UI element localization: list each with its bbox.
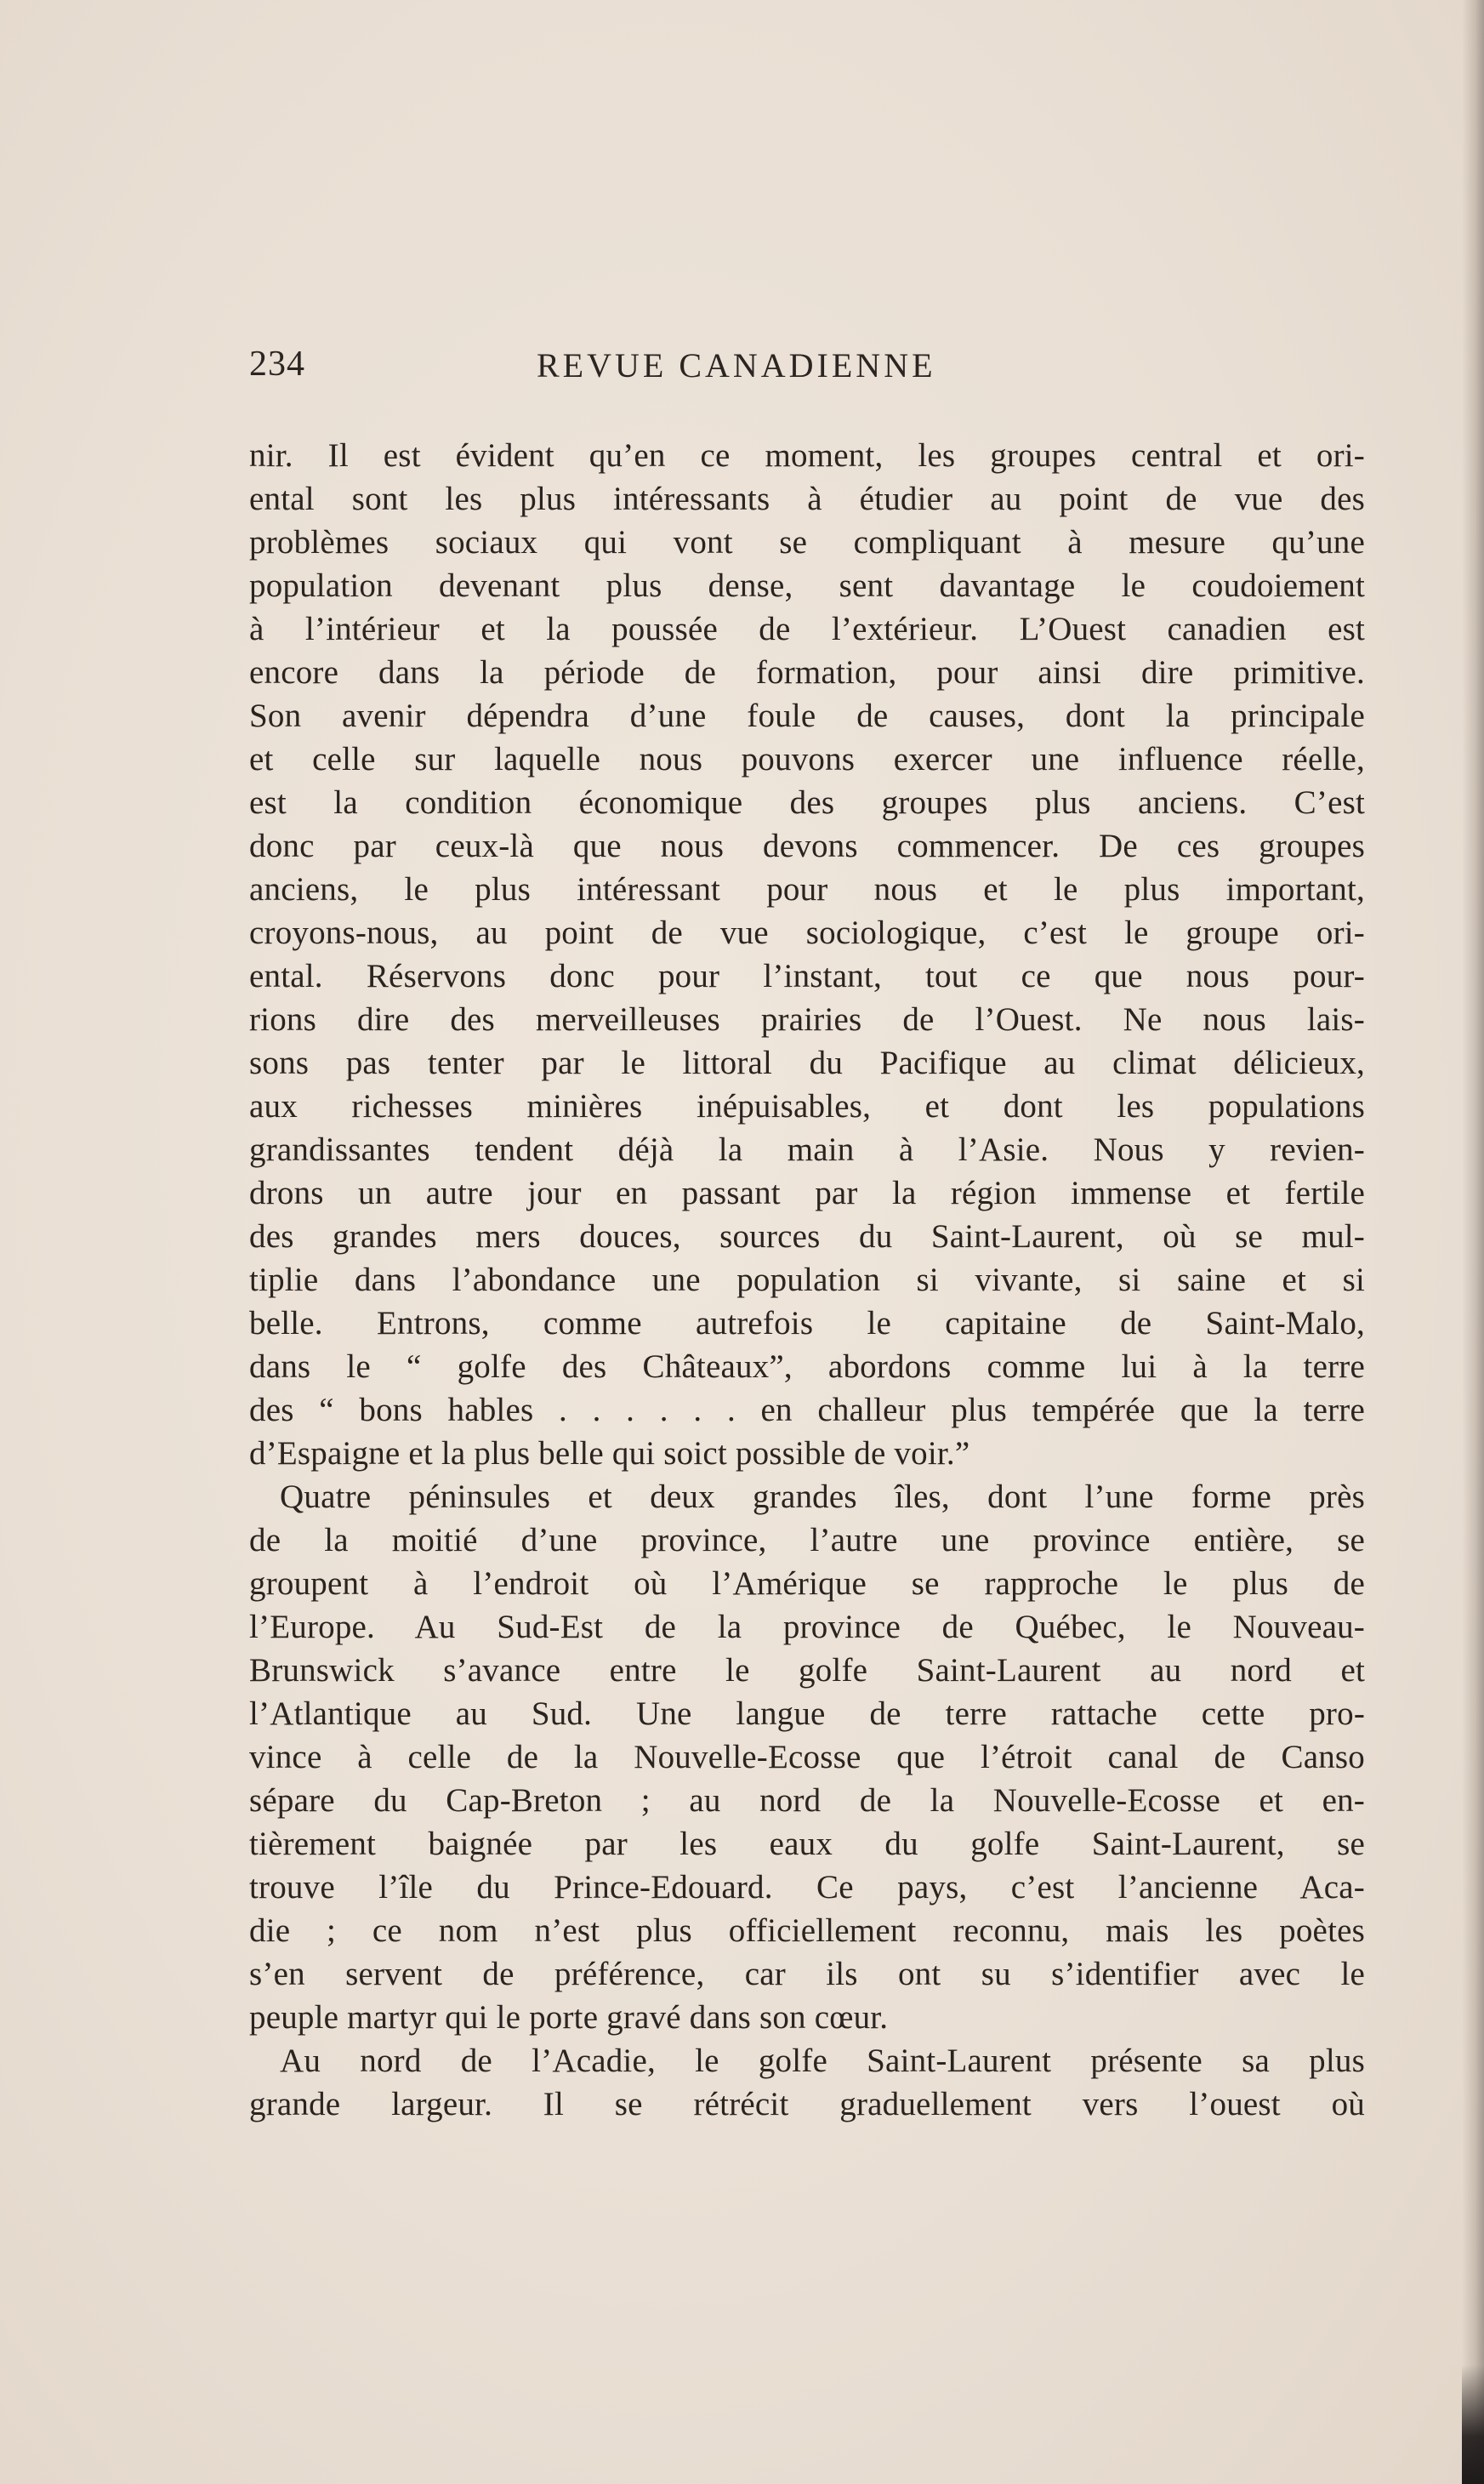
- text-line: est la condition économique des groupes plus anciens. C’est: [249, 784, 1365, 821]
- text-line: des “ bons hables . . . . . . en challeur plus tempérée que la terre: [249, 1392, 1365, 1428]
- text-line: sons pas tenter par le littoral du Pacifique au climat délicieux,: [249, 1045, 1365, 1081]
- page-number: 234: [249, 345, 305, 384]
- text-line: et celle sur laquelle nous pouvons exercer une influence réelle,: [249, 741, 1365, 778]
- text-line: ental sont les plus intéressants à étudier au point de vue des: [249, 481, 1365, 517]
- text-line: aux richesses minières inépuisables, et dont les populations: [249, 1088, 1365, 1125]
- text-line: Brunswick s’avance entre le golfe Saint-Laurent au nord et: [249, 1652, 1365, 1689]
- text-line: l’Europe. Au Sud-Est de la province de Québec, le Nouveau-: [249, 1609, 1365, 1645]
- text-line: Son avenir dépendra d’une foule de causes, dont la principale: [249, 698, 1365, 734]
- text-line: grandissantes tendent déjà la main à l’Asie. Nous y revien-: [249, 1131, 1365, 1168]
- text-line: de la moitié d’une province, l’autre une province entière, se: [249, 1522, 1365, 1558]
- text-line: à l’intérieur et la poussée de l’extérieur. L’Ouest canadien est: [249, 611, 1365, 647]
- body-text: [249, 434, 1365, 2126]
- text-line: d’Espaigne et la plus belle qui soict possible de voir.”: [249, 1435, 970, 1472]
- text-line: groupent à l’endroit où l’Amérique se rapproche le plus de: [249, 1565, 1365, 1602]
- text-line: dans le “ golfe des Châteaux”, abordons comme lui à la terre: [249, 1348, 1365, 1385]
- text-line: population devenant plus dense, sent davantage le coudoiement: [249, 567, 1365, 604]
- text-line: nir. Il est évident qu’en ce moment, les groupes central et ori-: [249, 437, 1365, 474]
- text-line: tièrement baignée par les eaux du golfe Saint-Laurent, se: [249, 1826, 1365, 1862]
- text-line: sépare du Cap-Breton ; au nord de la Nouvelle-Ecosse et en-: [249, 1782, 1365, 1819]
- text-line: croyons-nous, au point de vue sociologique, c’est le groupe ori-: [249, 914, 1365, 951]
- text-line: vince à celle de la Nouvelle-Ecosse que l’étroit canal de Canso: [249, 1739, 1365, 1775]
- text-line: ental. Réservons donc pour l’instant, tout ce que nous pour-: [249, 958, 1365, 994]
- text-line: rions dire des merveilleuses prairies de l’Ouest. Ne nous lais-: [249, 1001, 1365, 1038]
- text-line: s’en servent de préférence, car ils ont su s’identifier avec le: [249, 1956, 1365, 1992]
- text-line: l’Atlantique au Sud. Une langue de terre rattache cette pro-: [249, 1695, 1365, 1732]
- text-line: tiplie dans l’abondance une population si vivante, si saine et si: [249, 1262, 1365, 1298]
- text-line: belle. Entrons, comme autrefois le capitaine de Saint-Malo,: [249, 1305, 1365, 1342]
- text-line: anciens, le plus intéressant pour nous et le plus important,: [249, 871, 1365, 908]
- text-line: encore dans la période de formation, pour ainsi dire primitive.: [249, 654, 1365, 691]
- text-line: Quatre péninsules et deux grandes îles, dont l’une forme près: [280, 1478, 1365, 1515]
- text-line: trouve l’île du Prince-Edouard. Ce pays, c’est l’ancienne Aca-: [249, 1869, 1365, 1906]
- page-edge-shadow: [1462, 0, 1484, 2484]
- page-corner-shadow: [1462, 2365, 1484, 2484]
- text-line: drons un autre jour en passant par la région immense et fertile: [249, 1175, 1365, 1211]
- page-header: [249, 344, 1053, 390]
- text-line: problèmes sociaux qui vont se compliquant à mesure qu’une: [249, 524, 1365, 561]
- text-line: donc par ceux-là que nous devons commencer. De ces groupes: [249, 828, 1365, 864]
- text-line: grande largeur. Il se rétrécit graduellement vers l’ouest où: [249, 2086, 1365, 2122]
- text-line: Au nord de l’Acadie, le golfe Saint-Laurent présente sa plus: [280, 2042, 1365, 2079]
- text-line: peuple martyr qui le porte gravé dans son cœur.: [249, 1999, 889, 2036]
- text-line: des grandes mers douces, sources du Saint-Laurent, où se mul-: [249, 1218, 1365, 1255]
- text-line: die ; ce nom n’est plus officiellement reconnu, mais les poètes: [249, 1912, 1365, 1949]
- running-head: REVUE CANADIENNE: [537, 346, 936, 385]
